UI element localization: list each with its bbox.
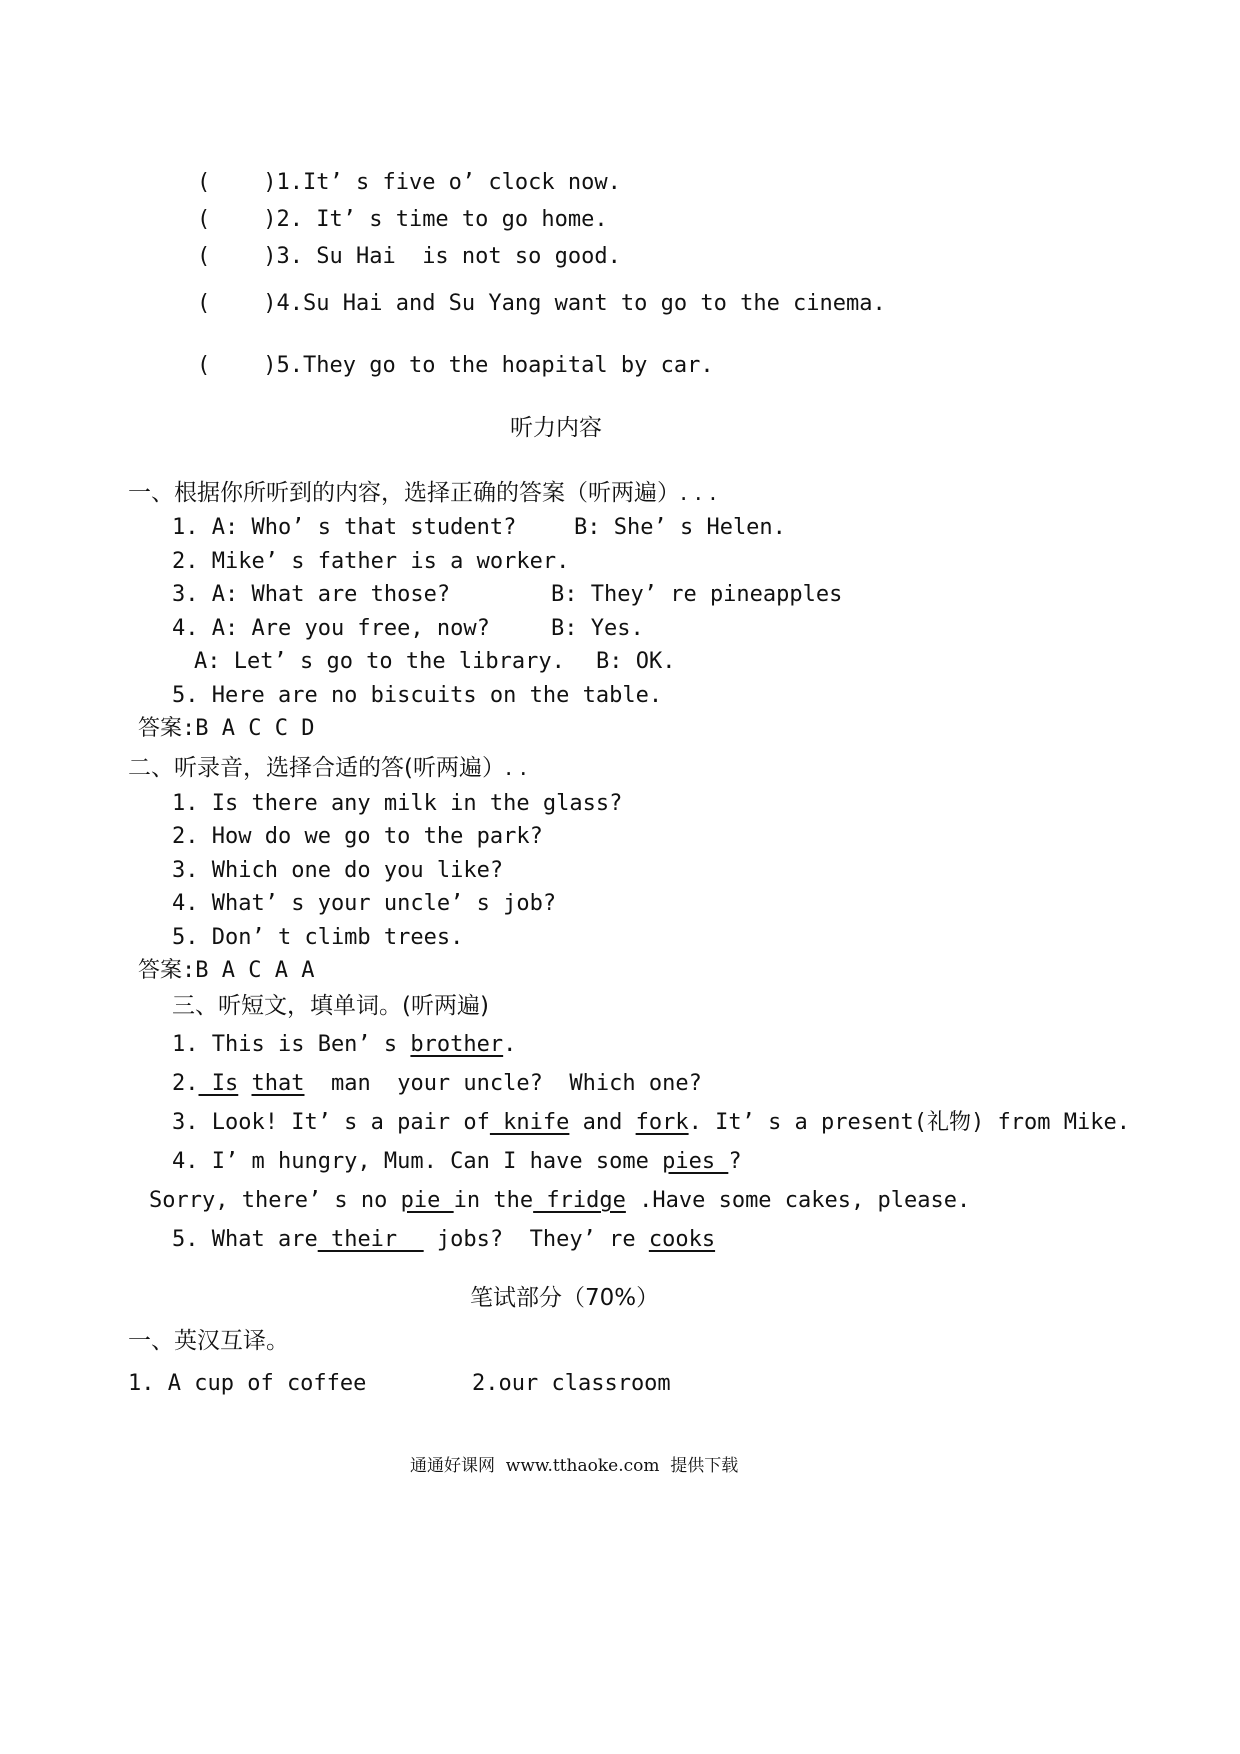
tf-question-3: ( )3. Su Hai is not so good. (197, 244, 621, 269)
section2-answer: 答案:B A C A A (138, 958, 315, 983)
answer-blank: cooks (648, 1227, 716, 1252)
listening-title: 听力内容 (510, 415, 602, 441)
section1-line-5: 5. Here are no biscuits on the table. (172, 683, 663, 708)
answer-blank: brother (410, 1032, 504, 1057)
section1-line-4a: 4. A: Are you free, now? (172, 616, 490, 641)
tf-question-2: ( )2. It’ s time to go home. (197, 207, 608, 232)
section1-line-1b: B: She’ s Helen. (574, 515, 786, 540)
written-item-1: 1. A cup of coffee (128, 1371, 367, 1396)
section3-line-1: 1. This is Ben’ s brother. (172, 1032, 517, 1057)
section1-answer: 答案:B A C C D (138, 716, 315, 741)
section2-line-2: 2. How do we go to the park? (172, 824, 543, 849)
section3-line-3: 3. Look! It’ s a pair of knife and fork. It’ s a present(礼物) from Mike. (172, 1110, 1130, 1135)
section1-line-1a: 1. A: Who’ s that student? (172, 515, 517, 540)
answer-blank: knife (489, 1110, 570, 1135)
answer-blank: Is (198, 1071, 239, 1096)
section3-line-5: Sorry, there’ s no pie in the fridge .Have some cakes, please. (149, 1188, 971, 1213)
section2-heading: 二、听录音，选择合适的答(听两遍）. . (128, 755, 527, 781)
section1-line-4c: A: Let’ s go to the library. (194, 649, 565, 674)
section3-heading: 三、听短文，填单词。(听两遍) (172, 993, 489, 1019)
tf-question-5: ( )5.They go to the hoapital by car. (197, 353, 714, 378)
tf-question-1: ( )1.It’ s five o’ clock now. (197, 170, 621, 195)
section2-line-5: 5. Don’ t climb trees. (172, 925, 464, 950)
section1-line-3b: B: They’ re pineapples (551, 582, 843, 607)
written-item-2: 2.our classroom (472, 1371, 671, 1396)
section1-line-4b: B: Yes. (551, 616, 644, 641)
answer-blank: fridge (533, 1188, 626, 1213)
section3-line-4: 4. I’ m hungry, Mum. Can I have some pies ? (172, 1149, 742, 1174)
answer-blank: pie (400, 1188, 454, 1213)
footer-credit: 通通好课网 www.tthaoke.com 提供下载 (410, 1456, 739, 1476)
answer-blank: that (251, 1071, 305, 1096)
section1-line-3a: 3. A: What are those? (172, 582, 451, 607)
answer-blank: pies (662, 1149, 729, 1174)
section3-line-2: 2. Is that man your uncle? Which one? (172, 1071, 702, 1096)
section2-line-4: 4. What’ s your uncle’ s job? (172, 891, 557, 916)
written-section1-heading: 一、英汉互译。 (128, 1328, 289, 1354)
section1-line-2: 2. Mike’ s father is a worker. (172, 549, 570, 574)
answer-blank: their (317, 1227, 424, 1252)
tf-question-4: ( )4.Su Hai and Su Yang want to go to the cinema. (197, 291, 886, 316)
section1-line-4d: B: OK. (596, 649, 676, 674)
answer-blank: fork (635, 1110, 689, 1135)
section3-line-6: 5. What are their jobs? They’ re cooks (172, 1227, 716, 1252)
section1-heading: 一、根据你所听到的内容，选择正确的答案（听两遍）. . . (128, 480, 717, 506)
section2-line-3: 3. Which one do you like? (172, 858, 504, 883)
written-title: 笔试部分（70%） (470, 1285, 660, 1311)
section2-line-1: 1. Is there any milk in the glass? (172, 791, 623, 816)
